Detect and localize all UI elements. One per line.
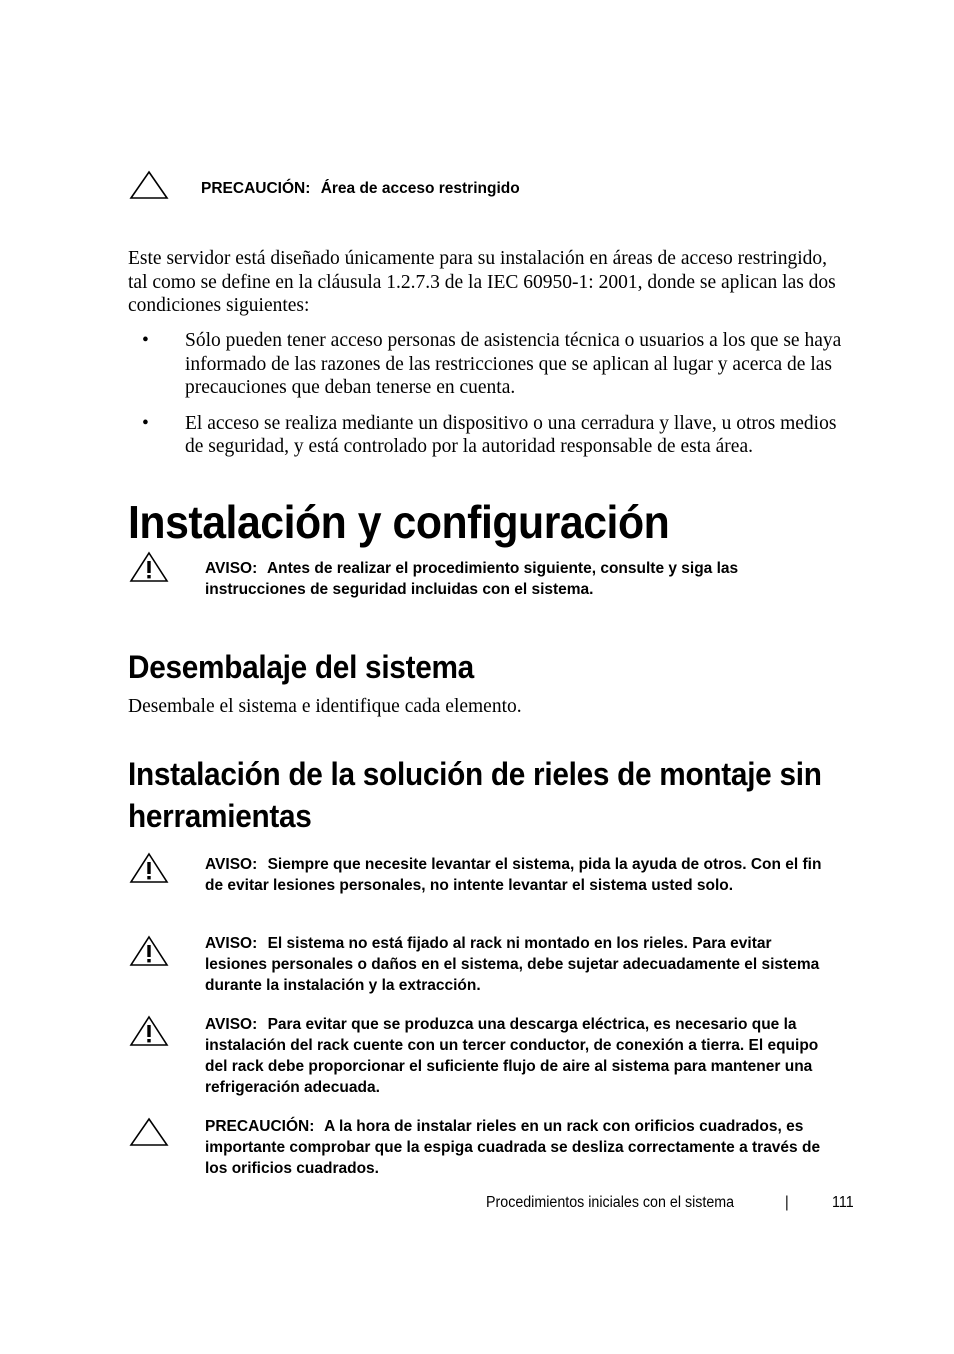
warning-triangle-icon (128, 551, 170, 585)
list-item-text: Sólo pueden tener acceso personas de asistencia técnica o usuarios a los que se haya informado de las razones de las restricciones que se aplican al lugar y acerca de las precauciones que deban tenerse en cuenta. (185, 330, 842, 398)
warning-body: Antes de realizar el procedimiento siguiente, consulte y siga las instrucciones de seguridad incluidas con el sistema. (205, 560, 739, 598)
page-title: Instalación y configuración (128, 496, 670, 548)
bullet-icon: • (142, 412, 149, 434)
section-heading-unpack: Desembalaje del sistema (128, 649, 474, 685)
warning-triangle-icon (128, 1015, 170, 1049)
caution-label: PRECAUCIÓN: (201, 180, 311, 197)
caution-label: PRECAUCIÓN: (205, 1118, 315, 1135)
warning-label: AVISO: (205, 560, 258, 577)
warning-triangle-icon (128, 935, 170, 969)
warning-label: AVISO: (205, 935, 258, 952)
warning-text (205, 558, 825, 600)
warning-body: El sistema no está fijado al rack ni montado en los rieles. Para evitar lesiones personales o daños en el sistema, debe sujetar adecuadamente el sistema durante la instalación y la extracción. (205, 935, 820, 994)
bullet-icon: • (142, 330, 149, 351)
list-item-text: El acceso se realiza mediante un dispositivo o una cerradura y llave, u otros medios de seguridad, y está controlado por la autoridad responsable de esta área. (185, 412, 837, 457)
page-number: 111 (832, 1194, 854, 1211)
caution-text (205, 1116, 825, 1179)
intro-paragraph: Este servidor está diseñado únicamente para su instalación en áreas de acceso restringido, tal como se define en la cláusula 1.2.7.3 de la IEC 60950-1: 2001, donde se aplican las dos condiciones siguientes: (128, 248, 836, 316)
caution-body: A la hora de instalar rieles en un rack con orificios cuadrados, es importante comprobar que la espiga cuadrada se desliza correctamente a través de los orificios cuadrados. (205, 1118, 821, 1177)
unpack-paragraph: Desembale el sistema e identifique cada elemento. (128, 696, 522, 717)
conditions-list (128, 329, 858, 471)
warning-label: AVISO: (205, 1016, 258, 1033)
warning-text (205, 1014, 825, 1098)
warning-body: Para evitar que se produzca una descarga eléctrica, es necesario que la instalación del rack cuente con un tercer conductor, de conexión a tierra. El equipo del rack debe proporcionar el suficiente flujo de aire al sistema para mantener una refrigeración adecuada. (205, 1016, 819, 1096)
section-heading-rails: Instalación de la solución de rieles de montaje sin herramientas (128, 756, 822, 834)
footer-section-title: Procedimientos iniciales con el sistema (486, 1194, 735, 1211)
caution-triangle-icon (128, 170, 170, 204)
warning-text (205, 933, 825, 996)
caution-triangle-icon (128, 1117, 170, 1151)
list-item (128, 412, 858, 459)
warning-label: AVISO: (205, 856, 258, 873)
caution-body: Área de acceso restringido (320, 180, 520, 197)
warning-triangle-icon (128, 852, 170, 886)
footer-separator: | (785, 1194, 789, 1211)
caution-text (201, 178, 821, 199)
warning-text (205, 854, 825, 896)
list-item (128, 329, 858, 400)
warning-body: Siempre que necesite levantar el sistema, pida la ayuda de otros. Con el fin de evitar lesiones personales, no intente levantar el sistema usted solo. (205, 856, 822, 894)
